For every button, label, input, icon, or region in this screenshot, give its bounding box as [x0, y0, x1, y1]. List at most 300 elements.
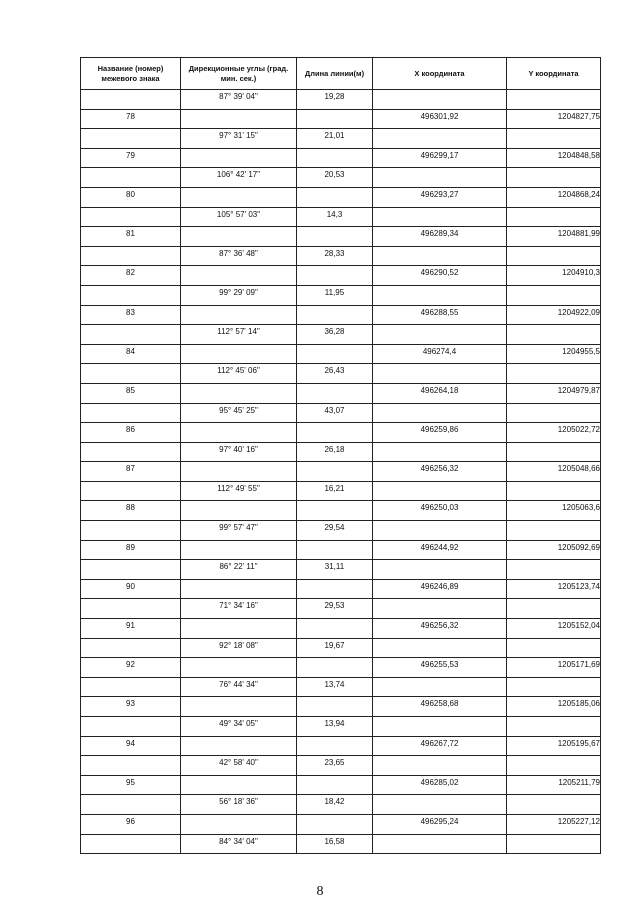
cell-x-coordinate — [373, 736, 507, 756]
cell-direction-angle — [181, 579, 297, 599]
cell-x-coordinate — [373, 423, 507, 443]
coordinates-table — [80, 57, 601, 854]
cell-marker-number-text: 93 — [126, 699, 135, 709]
cell-x-coordinate — [373, 658, 507, 678]
cell-y-coordinate — [507, 227, 601, 247]
cell-marker-number — [81, 775, 181, 795]
table-row — [81, 423, 601, 443]
cell-direction-angle-text: 87° 39' 04" — [219, 92, 258, 101]
cell-line-length — [297, 717, 373, 737]
cell-y-coordinate-text: 1205123,74 — [557, 581, 600, 591]
cell-x-coordinate — [373, 246, 507, 266]
cell-y-coordinate — [507, 383, 601, 403]
cell-direction-angle — [181, 658, 297, 678]
cell-line-length — [297, 638, 373, 658]
cell-y-coordinate-text: 1205022,72 — [557, 425, 600, 435]
cell-direction-angle — [181, 442, 297, 462]
cell-direction-angle-text: 99° 29' 09" — [219, 287, 258, 297]
table-row — [81, 599, 601, 619]
cell-line-length — [297, 423, 373, 443]
cell-x-coordinate — [373, 148, 507, 168]
cell-direction-angle-text: 92° 18' 08" — [219, 640, 258, 650]
cell-marker-number — [81, 403, 181, 423]
cell-line-length — [297, 325, 373, 345]
cell-y-coordinate — [507, 187, 601, 207]
table-row — [81, 579, 601, 599]
cell-line-length-text: 19,67 — [324, 640, 345, 650]
cell-line-length-text: 16,21 — [324, 483, 345, 493]
cell-direction-angle-text: 97° 40' 16" — [219, 444, 258, 454]
cell-direction-angle-text: 95° 45' 25" — [219, 405, 258, 415]
cell-x-coordinate-text: 496267,72 — [420, 738, 459, 748]
cell-direction-angle — [181, 344, 297, 364]
cell-marker-number — [81, 481, 181, 501]
cell-x-coordinate — [373, 599, 507, 619]
cell-line-length — [297, 697, 373, 717]
cell-line-length — [297, 658, 373, 678]
cell-direction-angle — [181, 481, 297, 501]
cell-marker-number — [81, 187, 181, 207]
cell-x-coordinate — [373, 403, 507, 423]
cell-marker-number — [81, 285, 181, 305]
cell-x-coordinate-text: 496246,89 — [420, 581, 459, 591]
table-header — [81, 58, 601, 90]
cell-x-coordinate — [373, 619, 507, 639]
cell-line-length — [297, 677, 373, 697]
header-y: Y координата — [507, 58, 601, 90]
cell-marker-number — [81, 795, 181, 815]
cell-direction-angle — [181, 677, 297, 697]
cell-marker-number — [81, 227, 181, 247]
cell-y-coordinate-text: 1205152,04 — [557, 621, 600, 631]
cell-line-length — [297, 540, 373, 560]
table-row — [81, 814, 601, 834]
cell-marker-number — [81, 423, 181, 443]
cell-y-coordinate — [507, 109, 601, 129]
cell-marker-number — [81, 168, 181, 188]
cell-x-coordinate — [373, 305, 507, 325]
cell-y-coordinate-text: 1205048,66 — [557, 464, 600, 474]
cell-y-coordinate — [507, 717, 601, 737]
cell-line-length — [297, 560, 373, 580]
cell-line-length — [297, 481, 373, 501]
cell-y-coordinate-text: 1204848,58 — [557, 150, 600, 160]
cell-marker-number-text: 92 — [126, 660, 135, 670]
table-row — [81, 481, 601, 501]
cell-x-coordinate — [373, 697, 507, 717]
cell-direction-angle — [181, 90, 297, 110]
cell-direction-angle — [181, 462, 297, 482]
cell-marker-number — [81, 344, 181, 364]
cell-marker-number — [81, 677, 181, 697]
cell-marker-number — [81, 246, 181, 266]
cell-x-coordinate — [373, 717, 507, 737]
cell-line-length — [297, 344, 373, 364]
cell-marker-number — [81, 383, 181, 403]
cell-y-coordinate — [507, 325, 601, 345]
table-row — [81, 109, 601, 129]
cell-line-length — [297, 814, 373, 834]
cell-y-coordinate — [507, 775, 601, 795]
cell-direction-angle — [181, 285, 297, 305]
cell-direction-angle-text: 49° 34' 05" — [219, 719, 258, 728]
cell-direction-angle-text: 112° 49' 55" — [217, 483, 260, 493]
cell-marker-number-text: 83 — [126, 307, 135, 317]
cell-y-coordinate-text: 1204955,5 — [562, 346, 600, 356]
cell-y-coordinate-text: 1204881,99 — [557, 229, 600, 239]
cell-y-coordinate-text: 1205195,67 — [557, 738, 600, 748]
cell-marker-number — [81, 462, 181, 482]
cell-line-length — [297, 501, 373, 521]
table-row — [81, 246, 601, 266]
cell-y-coordinate-text: 1204910,3 — [562, 268, 600, 278]
cell-x-coordinate — [373, 521, 507, 541]
cell-x-coordinate — [373, 442, 507, 462]
cell-y-coordinate — [507, 246, 601, 266]
cell-direction-angle-text: 76° 44' 34" — [219, 679, 258, 689]
cell-y-coordinate — [507, 619, 601, 639]
cell-marker-number — [81, 442, 181, 462]
cell-direction-angle — [181, 775, 297, 795]
cell-y-coordinate — [507, 266, 601, 286]
cell-direction-angle-text: 106° 42' 17" — [216, 170, 261, 180]
cell-line-length-text: 31,11 — [324, 562, 345, 572]
cell-marker-number — [81, 717, 181, 737]
cell-x-coordinate-text: 496295,24 — [420, 816, 459, 826]
cell-direction-angle — [181, 168, 297, 188]
cell-direction-angle-text: 84° 34' 04" — [219, 836, 258, 846]
cell-line-length — [297, 599, 373, 619]
cell-direction-angle — [181, 187, 297, 207]
table-row — [81, 325, 601, 345]
cell-y-coordinate-text: 1205171,69 — [557, 660, 600, 670]
cell-marker-number-text: 86 — [126, 425, 135, 435]
cell-x-coordinate — [373, 364, 507, 384]
table-row — [81, 462, 601, 482]
cell-x-coordinate-text: 496255,53 — [420, 660, 459, 670]
cell-line-length-text: 26,43 — [324, 366, 345, 376]
cell-y-coordinate-text: 1204922,09 — [557, 307, 600, 317]
cell-y-coordinate-text: 1205063,6 — [562, 503, 600, 513]
cell-direction-angle — [181, 246, 297, 266]
cell-x-coordinate-text: 496259,86 — [420, 425, 459, 435]
cell-line-length — [297, 109, 373, 129]
header-length: Длина линии(м) — [297, 58, 373, 90]
cell-y-coordinate — [507, 344, 601, 364]
cell-line-length — [297, 775, 373, 795]
cell-x-coordinate — [373, 109, 507, 129]
cell-y-coordinate — [507, 481, 601, 501]
cell-line-length — [297, 795, 373, 815]
cell-marker-number — [81, 266, 181, 286]
cell-direction-angle-text: 42° 58' 40" — [219, 758, 258, 768]
cell-marker-number-text: 85 — [126, 385, 135, 395]
cell-line-length — [297, 168, 373, 188]
cell-marker-number — [81, 90, 181, 110]
cell-x-coordinate-text: 496258,68 — [420, 699, 459, 709]
cell-marker-number — [81, 305, 181, 325]
cell-line-length — [297, 403, 373, 423]
cell-y-coordinate-text: 1204979,87 — [557, 385, 600, 395]
cell-y-coordinate — [507, 521, 601, 541]
table-row — [81, 756, 601, 776]
cell-y-coordinate — [507, 736, 601, 756]
cell-line-length-text: 14,3 — [326, 209, 343, 219]
cell-y-coordinate — [507, 148, 601, 168]
cell-x-coordinate-text: 496301,92 — [420, 111, 459, 121]
cell-line-length-text: 11,95 — [324, 287, 345, 297]
table-row — [81, 90, 601, 110]
cell-x-coordinate — [373, 834, 507, 854]
cell-marker-number — [81, 658, 181, 678]
cell-x-coordinate — [373, 207, 507, 227]
cell-marker-number-text: 82 — [126, 268, 135, 278]
table-row — [81, 677, 601, 697]
cell-line-length — [297, 148, 373, 168]
cell-y-coordinate — [507, 285, 601, 305]
cell-x-coordinate — [373, 90, 507, 110]
table-row — [81, 442, 601, 462]
cell-y-coordinate — [507, 795, 601, 815]
cell-y-coordinate — [507, 579, 601, 599]
cell-direction-angle — [181, 383, 297, 403]
cell-line-length — [297, 266, 373, 286]
cell-y-coordinate — [507, 462, 601, 482]
cell-direction-angle — [181, 403, 297, 423]
table-row — [81, 540, 601, 560]
cell-marker-number — [81, 814, 181, 834]
cell-direction-angle — [181, 540, 297, 560]
cell-direction-angle — [181, 423, 297, 443]
cell-y-coordinate-text: 1205227,12 — [557, 816, 600, 826]
cell-line-length — [297, 756, 373, 776]
cell-line-length — [297, 383, 373, 403]
cell-line-length-text: 43,07 — [324, 405, 345, 415]
table-row — [81, 344, 601, 364]
cell-x-coordinate-text: 496293,27 — [420, 189, 459, 199]
cell-x-coordinate-text: 496274,4 — [422, 346, 457, 356]
table-row — [81, 795, 601, 815]
cell-direction-angle — [181, 227, 297, 247]
cell-line-length — [297, 462, 373, 482]
cell-marker-number — [81, 560, 181, 580]
cell-x-coordinate — [373, 481, 507, 501]
cell-line-length — [297, 227, 373, 247]
cell-y-coordinate — [507, 168, 601, 188]
cell-y-coordinate — [507, 599, 601, 619]
cell-line-length — [297, 442, 373, 462]
cell-y-coordinate — [507, 540, 601, 560]
cell-line-length-text: 28,33 — [324, 248, 345, 258]
cell-y-coordinate — [507, 697, 601, 717]
cell-line-length-text: 21,01 — [324, 131, 345, 141]
cell-direction-angle — [181, 207, 297, 227]
cell-x-coordinate — [373, 462, 507, 482]
header-angle: Дирекционные углы (град. мин. сек.) — [181, 58, 297, 90]
cell-marker-number — [81, 109, 181, 129]
cell-marker-number-text: 81 — [126, 229, 135, 239]
cell-direction-angle — [181, 756, 297, 776]
cell-direction-angle-text: 112° 57' 14" — [217, 327, 260, 337]
cell-y-coordinate-text: 1205185,06 — [557, 699, 600, 709]
cell-line-length-text: 29,54 — [324, 523, 345, 533]
cell-line-length — [297, 364, 373, 384]
cell-x-coordinate — [373, 227, 507, 247]
cell-x-coordinate — [373, 266, 507, 286]
cell-marker-number-text: 88 — [126, 503, 135, 513]
cell-line-length-text: 26,18 — [324, 444, 345, 454]
cell-direction-angle — [181, 619, 297, 639]
cell-direction-angle — [181, 364, 297, 384]
table-row — [81, 697, 601, 717]
cell-marker-number — [81, 638, 181, 658]
cell-y-coordinate — [507, 638, 601, 658]
cell-direction-angle — [181, 325, 297, 345]
page-number: 8 — [316, 884, 324, 899]
cell-direction-angle — [181, 638, 297, 658]
cell-y-coordinate — [507, 129, 601, 149]
cell-marker-number — [81, 521, 181, 541]
cell-line-length-text: 13,74 — [324, 679, 345, 689]
cell-x-coordinate-text: 496264,18 — [420, 385, 459, 395]
header-name: Название (номер) межевого знака — [81, 58, 181, 90]
cell-direction-angle — [181, 795, 297, 815]
cell-marker-number — [81, 599, 181, 619]
cell-marker-number — [81, 697, 181, 717]
table-row — [81, 207, 601, 227]
cell-y-coordinate-text: 1205092,69 — [557, 542, 600, 552]
cell-y-coordinate — [507, 677, 601, 697]
cell-marker-number — [81, 129, 181, 149]
table-row — [81, 638, 601, 658]
cell-y-coordinate-text: 1204827,75 — [557, 111, 600, 121]
table-row — [81, 521, 601, 541]
cell-direction-angle — [181, 521, 297, 541]
cell-marker-number-text: 79 — [126, 150, 135, 160]
cell-x-coordinate — [373, 344, 507, 364]
table-row — [81, 285, 601, 305]
cell-x-coordinate — [373, 129, 507, 149]
cell-x-coordinate — [373, 579, 507, 599]
cell-x-coordinate — [373, 638, 507, 658]
cell-y-coordinate — [507, 364, 601, 384]
cell-y-coordinate — [507, 658, 601, 678]
cell-x-coordinate — [373, 540, 507, 560]
cell-x-coordinate — [373, 383, 507, 403]
cell-x-coordinate — [373, 187, 507, 207]
header-x: X координата — [373, 58, 507, 90]
cell-marker-number-text: 90 — [126, 581, 135, 591]
cell-marker-number-text: 84 — [126, 346, 135, 356]
cell-line-length — [297, 619, 373, 639]
cell-direction-angle — [181, 109, 297, 129]
cell-direction-angle-text: 86° 22' 11" — [219, 562, 258, 572]
cell-x-coordinate-text: 496288,55 — [420, 307, 459, 317]
cell-marker-number — [81, 834, 181, 854]
cell-line-length — [297, 305, 373, 325]
cell-direction-angle — [181, 148, 297, 168]
cell-direction-angle — [181, 501, 297, 521]
cell-marker-number — [81, 736, 181, 756]
cell-marker-number-text: 78 — [126, 111, 135, 121]
cell-x-coordinate-text: 496290,52 — [420, 268, 459, 278]
cell-marker-number-text: 80 — [126, 189, 135, 199]
cell-x-coordinate — [373, 775, 507, 795]
cell-line-length — [297, 736, 373, 756]
table-body — [81, 90, 601, 854]
table-row — [81, 501, 601, 521]
cell-y-coordinate-text: 1205211,79 — [558, 777, 600, 787]
table-row — [81, 364, 601, 384]
cell-line-length-text: 36,28 — [324, 327, 345, 337]
cell-x-coordinate — [373, 285, 507, 305]
cell-direction-angle — [181, 305, 297, 325]
cell-direction-angle-text: 99° 57' 47" — [219, 523, 258, 533]
header-row — [81, 58, 601, 90]
table-row — [81, 775, 601, 795]
cell-y-coordinate-text: 1204868,24 — [557, 189, 600, 199]
cell-marker-number — [81, 364, 181, 384]
cell-marker-number — [81, 619, 181, 639]
cell-line-length-text: 13,94 — [324, 719, 345, 728]
table-row — [81, 168, 601, 188]
cell-direction-angle-text: 71° 34' 16" — [219, 601, 258, 611]
cell-marker-number — [81, 756, 181, 776]
cell-direction-angle — [181, 560, 297, 580]
cell-y-coordinate — [507, 442, 601, 462]
cell-x-coordinate-text: 496256,32 — [420, 464, 459, 474]
table-row — [81, 834, 601, 854]
table-row — [81, 619, 601, 639]
cell-y-coordinate — [507, 423, 601, 443]
cell-marker-number — [81, 148, 181, 168]
cell-marker-number-text: 95 — [126, 777, 135, 787]
cell-line-length — [297, 521, 373, 541]
cell-x-coordinate-text: 496256,32 — [420, 621, 459, 631]
cell-direction-angle — [181, 814, 297, 834]
cell-marker-number-text: 91 — [126, 621, 135, 631]
cell-y-coordinate — [507, 90, 601, 110]
cell-x-coordinate — [373, 501, 507, 521]
cell-line-length-text: 18,42 — [324, 797, 345, 807]
table-row — [81, 403, 601, 423]
cell-y-coordinate — [507, 305, 601, 325]
table-row — [81, 658, 601, 678]
cell-direction-angle — [181, 129, 297, 149]
cell-direction-angle — [181, 834, 297, 854]
cell-line-length-text: 20,53 — [324, 170, 345, 180]
table-row — [81, 266, 601, 286]
table-row — [81, 148, 601, 168]
cell-y-coordinate — [507, 403, 601, 423]
cell-marker-number-text: 89 — [126, 542, 135, 552]
cell-line-length — [297, 129, 373, 149]
cell-line-length — [297, 246, 373, 266]
cell-y-coordinate — [507, 501, 601, 521]
cell-direction-angle-text: 97° 31' 15" — [219, 131, 258, 141]
cell-y-coordinate — [507, 814, 601, 834]
cell-marker-number — [81, 501, 181, 521]
cell-direction-angle — [181, 697, 297, 717]
cell-x-coordinate-text: 496285,02 — [420, 777, 459, 787]
cell-marker-number — [81, 325, 181, 345]
cell-x-coordinate — [373, 814, 507, 834]
table-row — [81, 227, 601, 247]
cell-x-coordinate-text: 496244,92 — [420, 542, 459, 552]
cell-x-coordinate — [373, 560, 507, 580]
cell-marker-number-text: 87 — [126, 464, 135, 474]
cell-marker-number-text: 96 — [126, 816, 135, 826]
